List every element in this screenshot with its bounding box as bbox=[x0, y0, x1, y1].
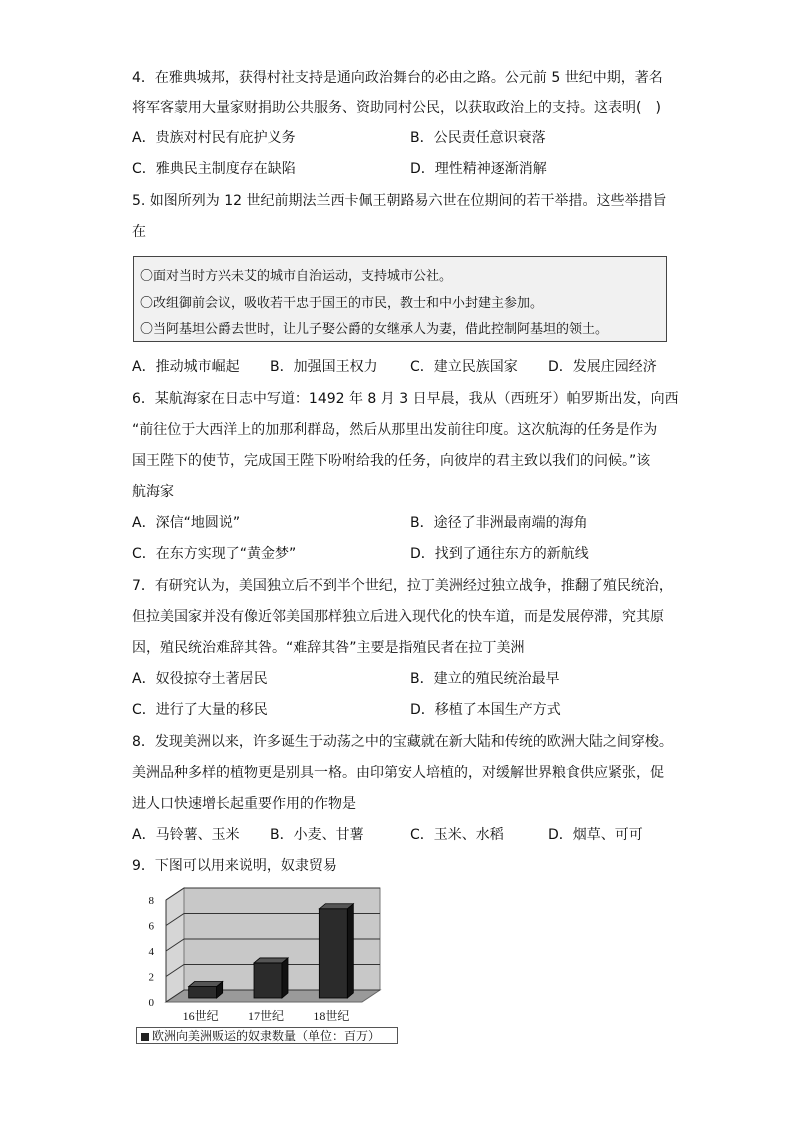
q5-measure-2: 〇改组御前会议，吸收若干忠于国王的市民，教士和中小封建主参加。 bbox=[140, 296, 544, 311]
y-tick-label: 4 bbox=[148, 946, 154, 958]
q4-stem-line1: 4．在雅典城邦，获得村社支持是通向政治舞台的必由之路。公元前 5 世纪中期，著名 bbox=[132, 70, 663, 86]
q5-stem-line2: 在 bbox=[132, 224, 146, 240]
q8-stem-line2: 美洲品种多样的植物更是别具一格。由印第安人培植的，对缓解世界粮食供应紧张，促 bbox=[132, 765, 664, 781]
q6-stem-line4: 航海家 bbox=[132, 484, 174, 500]
q7-option-a: A．奴役掠夺土著居民 bbox=[132, 671, 268, 687]
x-tick-label: 17世纪 bbox=[247, 1009, 285, 1023]
q8-option-a: A．马铃薯、玉米 bbox=[132, 827, 240, 843]
bar-side bbox=[282, 958, 288, 998]
q7-stem-line1: 7．有研究认为，美国独立后不到半个世纪，拉丁美洲经过独立战争，推翻了殖民统治， bbox=[132, 578, 673, 594]
chart-legend bbox=[136, 1027, 398, 1044]
q7-option-b: B．建立的殖民统治最早 bbox=[410, 671, 560, 687]
bar-front bbox=[319, 909, 347, 998]
q6-stem-line3: 国王陛下的使节，完成国王陛下吩咐给我的任务，向彼岸的君主致以我们的问候。”该 bbox=[132, 453, 651, 469]
q8-option-b: B．小麦、甘薯 bbox=[270, 827, 364, 843]
q9-stem: 9．下图可以用来说明，奴隶贸易 bbox=[132, 858, 337, 874]
q8-stem-line3: 进人口快速增长起重要作用的作物是 bbox=[132, 796, 356, 812]
q4-option-a: A．贵族对村民有庇护义务 bbox=[132, 130, 296, 146]
q6-option-b: B．途径了非洲最南端的海角 bbox=[410, 515, 588, 531]
y-tick-label: 0 bbox=[148, 997, 154, 1009]
bar-top bbox=[319, 904, 353, 909]
q6-option-c: C．在东方实现了“黄金梦” bbox=[132, 546, 297, 562]
q7-stem-line2: 但拉美国家并没有像近邻美国那样独立后进入现代化的快车道，而是发展停滞，究其原 bbox=[132, 609, 664, 625]
q8-option-c: C．玉米、水稻 bbox=[410, 827, 504, 843]
y-tick-label: 6 bbox=[148, 920, 154, 933]
q4-stem-line2: 将军客蒙用大量家财捐助公共服务、资助同村公民，以获取政治上的支持。这表明( ) bbox=[132, 100, 661, 116]
q5-measures-box bbox=[133, 256, 667, 342]
q5-option-a: A．推动城市崛起 bbox=[132, 359, 240, 375]
bar-side bbox=[347, 904, 353, 998]
x-tick-label: 16世纪 bbox=[182, 1009, 219, 1023]
q7-stem-line3: 因，殖民统治难辞其咎。“难辞其咎”主要是指殖民者在拉丁美洲 bbox=[132, 640, 525, 656]
q4-option-b: B．公民责任意识衰落 bbox=[410, 130, 546, 146]
q5-stem-line1: 5. 如图所列为 12 世纪前期法兰西卡佩王朝路易六世在位期间的若干举措。这些举措旨 bbox=[132, 193, 667, 209]
legend-label: 欧洲向美洲贩运的奴隶数量（单位：百万） bbox=[152, 1029, 381, 1043]
x-tick-label: 18世纪 bbox=[313, 1009, 350, 1023]
q6-option-a: A．深信“地圆说” bbox=[132, 515, 241, 531]
bar-top bbox=[189, 982, 223, 987]
q6-option-d: D．找到了通往东方的新航线 bbox=[410, 546, 589, 562]
q5-measure-3: 〇当阿基坦公爵去世时，让儿子娶公爵的女继承人为妻，借此控制阿基坦的领土。 bbox=[140, 322, 609, 337]
bar-front bbox=[254, 963, 282, 998]
y-tick-label: 2 bbox=[148, 971, 154, 984]
q5-option-d: D．发展庄园经济 bbox=[548, 359, 657, 375]
bar-top bbox=[254, 958, 288, 963]
q5-option-c: C．建立民族国家 bbox=[410, 359, 518, 375]
q6-stem-line2: “前往位于大西洋上的加那利群岛，然后从那里出发前往印度。这次航海的任务是作为 bbox=[132, 422, 658, 438]
q7-option-c: C．进行了大量的移民 bbox=[132, 702, 268, 718]
q8-option-d: D．烟草、可可 bbox=[548, 827, 643, 843]
slave-trade-bar-chart bbox=[130, 880, 400, 1025]
q7-option-d: D．移植了本国生产方式 bbox=[410, 702, 561, 718]
legend-swatch bbox=[141, 1033, 149, 1041]
q8-stem-line1: 8．发现美洲以来，许多诞生于动荡之中的宝藏就在新大陆和传统的欧洲大陆之间穿梭。 bbox=[132, 734, 673, 750]
q4-option-c: C．雅典民主制度存在缺陷 bbox=[132, 161, 296, 177]
q6-stem-line1: 6．某航海家在日志中写道：1492 年 8 月 3 日早晨，我从（西班牙）帕罗斯出发，向西 bbox=[132, 391, 679, 407]
y-tick-label: 8 bbox=[148, 895, 154, 907]
bar-front bbox=[189, 987, 217, 998]
q5-measure-1: 〇面对当时方兴未艾的城市自治运动，支持城市公社。 bbox=[140, 269, 453, 284]
q4-option-d: D．理性精神逐渐消解 bbox=[410, 161, 547, 177]
q5-option-b: B．加强国王权力 bbox=[270, 359, 378, 375]
